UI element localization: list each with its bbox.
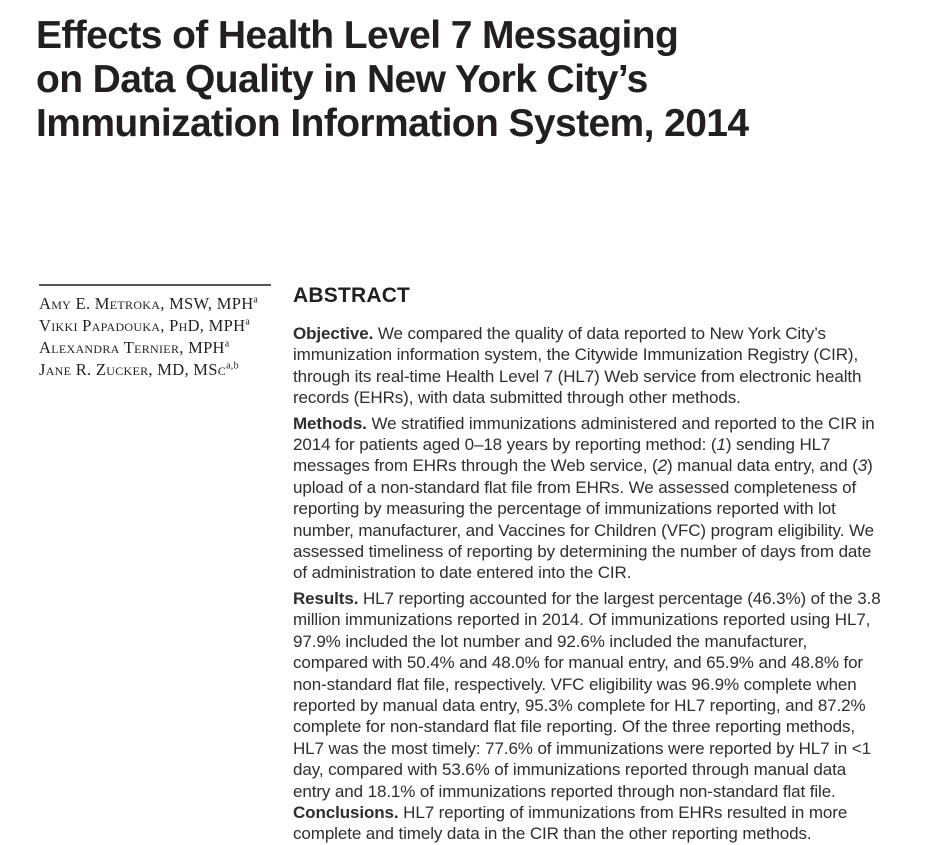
author-name-text: Vikki Papadouka, PhD, MPH: [39, 316, 246, 335]
abstract-section: [293, 283, 881, 806]
article-title-line-3: Immunization Information System, 2014: [36, 102, 749, 145]
author-affiliation-sup: a: [224, 338, 230, 350]
author-name-text: Jane R. Zucker, MD, MSc: [39, 360, 227, 379]
author-name-2: [39, 315, 271, 337]
author-affiliation-sup: a,b: [226, 360, 239, 372]
clipped-conclusions-line: [293, 802, 881, 844]
abstract-paragraph-methods: Methods. We stratified immunizations administered and reported to the CIR in 2014 for patients aged 0–18 years by reporting method: (1) sending HL7 messages from EHRs through the Web service, (2) manual data entry, and (3) upload of a non-standard flat file from EHRs. We assessed completeness of reporting by measuring the percentage of immunizations reported with lot number, manufacturer, and Vaccines for Children (VFC) program eligibility. We assessed timeliness of reporting by determining the number of days from date of administration to date entered into the CIR.: [293, 413, 875, 583]
article-title-line-1: Effects of Health Level 7 Messaging: [36, 14, 679, 57]
author-name-4: [39, 359, 271, 381]
author-affiliation-sup: a: [245, 316, 251, 328]
author-block: [39, 284, 271, 381]
author-name-1: [39, 293, 271, 315]
article-title-line-2: on Data Quality in New York City’s: [36, 58, 648, 101]
author-name-text: Amy E. Metroka, MSW, MPH: [39, 294, 254, 313]
author-name-text: Alexandra Ternier, MPH: [39, 338, 225, 357]
abstract-paragraph-objective: Objective. We compared the quality of data reported to New York City’s immunization information system, the Citywide Immunization Registry (CIR), through its real-time Health Level 7 (HL7) Web service from electronic health records (EHRs), with data submitted through other methods.: [293, 324, 862, 408]
author-affiliation-sup: a: [253, 294, 259, 306]
author-divider: [39, 284, 271, 286]
author-name-3: [39, 337, 271, 359]
article-title: [36, 14, 846, 146]
abstract-paragraph-conclusions: Conclusions. HL7 reporting of immunizations from EHRs resulted in more complete and timely data in the CIR than the other reporting methods.: [293, 803, 848, 844]
abstract-paragraph-results: Results. HL7 reporting accounted for the largest percentage (46.3%) of the 3.8 million immunizations reported in 2014. Of immunizations reported using HL7, 97.9% included the lot number and 92.6% included the manufacturer, compared with 50.4% and 48.0% for manual entry, and 65.9% and 48.8% for non-standard flat file, respectively. VFC eligibility was 96.9% complete when reported by manual data entry, 95.3% complete for HL7 reporting, and 87.2% complete for non-standard flat file reporting. Of the three reporting methods, HL7 was the most timely: 77.6% of immunizations were reported by HL7 in <1 day, compared with 53.6% of immunizations reported through manual data entry and 18.1% of immunizations reported through non-standard flat file.: [293, 588, 881, 801]
abstract-heading: ABSTRACT: [293, 284, 411, 307]
